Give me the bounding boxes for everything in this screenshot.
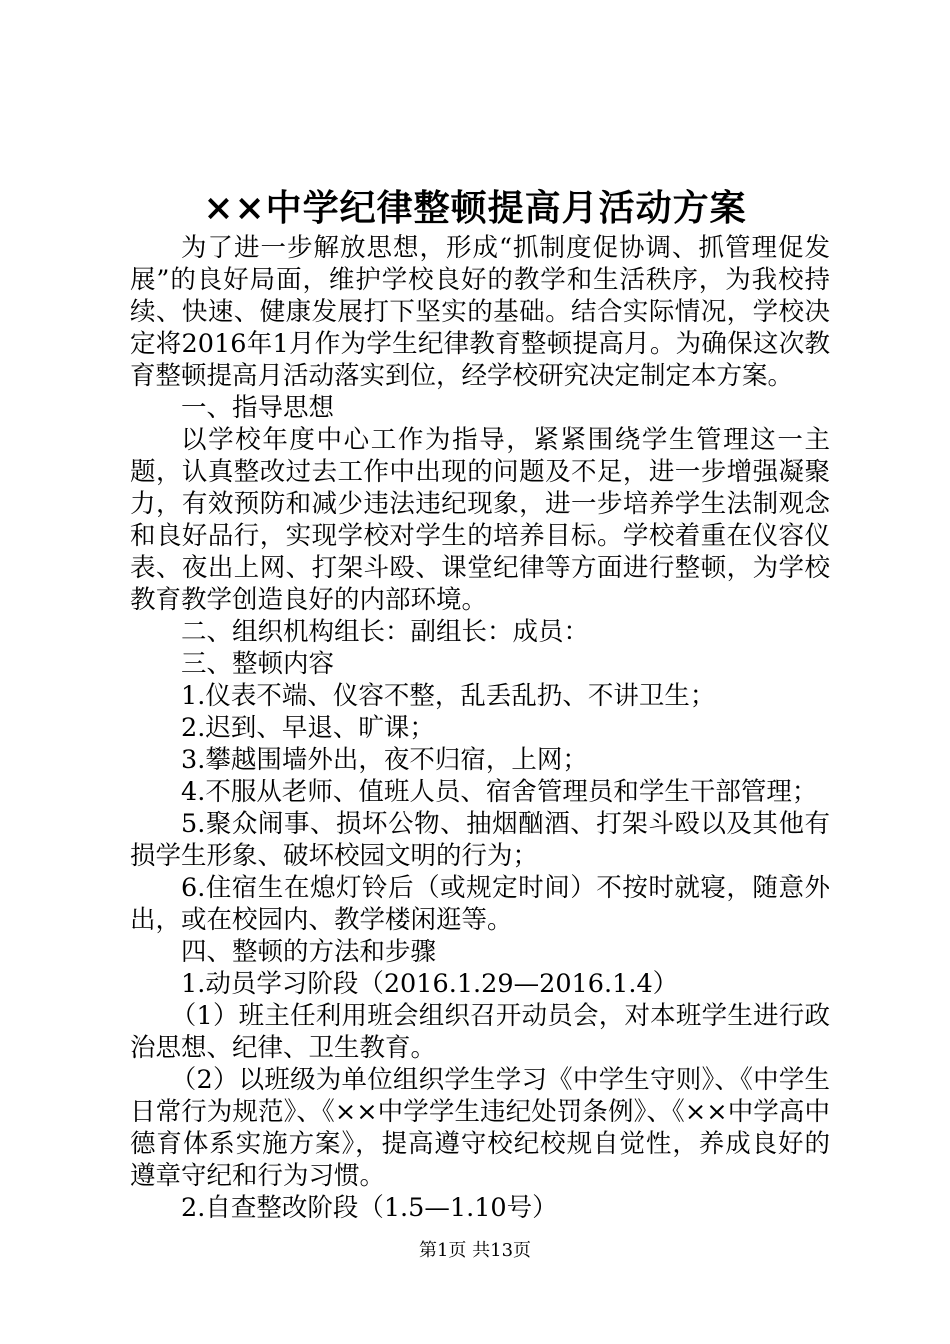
document-title: ××中学纪律整顿提高月活动方案 <box>203 187 747 229</box>
section-heading-content: 三、整顿内容 <box>181 649 335 679</box>
section-heading-organization: 二、组织机构组长：副组长：成员： <box>181 617 590 647</box>
section-heading-methods: 四、整顿的方法和步骤 <box>181 937 437 967</box>
list-item-4: 4.不服从老师、值班人员、宿舍管理员和学生干部管理； <box>181 777 818 807</box>
list-item-6: 6.住宿生在熄灯铃后（或规定时间）不按时就寝，随意外出，或在校园内、教学楼闲逛等。 <box>130 873 830 935</box>
step-1-item-1: （1）班主任利用班会组织召开动员会，对本班学生进行政治思想、纪律、卫生教育。 <box>130 1001 830 1063</box>
paragraph-guiding-thought: 以学校年度中心工作为指导，紧紧围绕学生管理这一主题，认真整改过去工作中出现的问题及不足，进一步增强凝聚力，有效预防和减少违法违纪现象，进一步培养学生法制观念和良好品行，实现学校对学生的培养目标。学校着重在仪容仪表、夜出上网、打架斗殴、课堂纪律等方面进行整顿，为学校教育教学创造良好的内部环境。 <box>130 425 830 615</box>
section-heading-guiding-thought: 一、指导思想 <box>181 393 335 423</box>
list-item-3: 3.攀越围墙外出，夜不归宿，上网； <box>181 745 588 775</box>
step-heading-1: 1.动员学习阶段（2016.1.29—2016.1.4） <box>181 969 679 999</box>
paragraph-intro: 为了进一步解放思想，形成“抓制度促协调、抓管理促发展”的良好局面，维护学校良好的教学和生活秩序，为我校持续、快速、健康发展打下坚实的基础。结合实际情况，学校决定将2016年1月作为学生纪律教育整顿提高月。为确保这次教育整顿提高月活动落实到位，经学校研究决定制定本方案。 <box>130 233 830 391</box>
step-1-item-2: （2）以班级为单位组织学生学习《中学生守则》、《中学生日常行为规范》、《××中学学生违纪处罚条例》、《××中学高中德育体系实施方案》，提高遵守校纪校规自觉性，养成良好的遵章守纪和行为习惯。 <box>130 1065 830 1191</box>
list-item-5: 5.聚众闹事、损坏公物、抽烟酗酒、打架斗殴以及其他有损学生形象、破坏校园文明的行为； <box>130 809 830 871</box>
document-body <box>130 232 830 1224</box>
list-item-1: 1.仪表不端、仪容不整，乱丢乱扔、不讲卫生； <box>181 681 716 711</box>
page-footer: 第1页 共13页 <box>418 1240 532 1261</box>
list-item-2: 2.迟到、早退、旷课； <box>181 713 435 743</box>
step-heading-2: 2.自查整改阶段（1.5—1.10号） <box>181 1193 558 1223</box>
